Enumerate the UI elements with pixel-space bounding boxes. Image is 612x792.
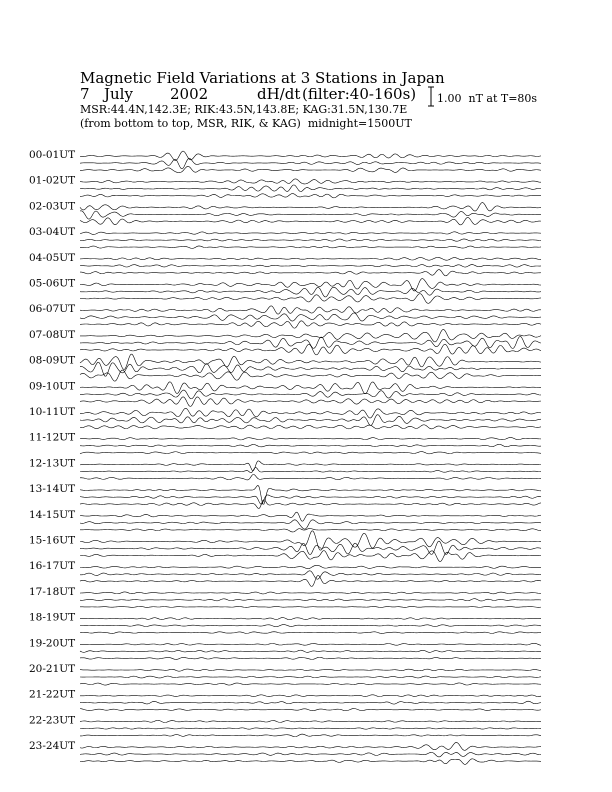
row-label: 08-09UT	[29, 354, 76, 367]
trace-line	[80, 179, 541, 184]
trace-line	[80, 495, 541, 504]
row-label: 07-08UT	[29, 328, 76, 341]
trace-line	[80, 461, 541, 471]
trace-line	[80, 239, 541, 241]
row-label: 18-19UT	[29, 611, 76, 624]
trace-line	[80, 270, 541, 276]
row-label: 00-01UT	[29, 149, 76, 161]
row-label: 03-04UT	[29, 226, 76, 239]
trace-line	[80, 211, 541, 219]
row-label: 13-14UT	[29, 483, 76, 496]
trace-line	[80, 531, 541, 550]
row-label: 09-10UT	[29, 380, 76, 393]
row-label: 06-07UT	[29, 303, 76, 316]
trace-line	[80, 669, 541, 671]
trace-line	[80, 415, 541, 426]
trace-line	[80, 541, 541, 554]
row-label: 04-05UT	[29, 251, 76, 264]
trace-line	[80, 437, 541, 439]
trace-line	[80, 287, 541, 297]
date-year: 2002	[170, 85, 209, 103]
trace-line	[80, 618, 541, 620]
trace-line	[80, 500, 541, 509]
trace-line	[80, 565, 541, 568]
trace-line	[80, 158, 541, 168]
trace-line	[80, 709, 541, 711]
page-title: Magnetic Field Variations at 3 Stations in Japan	[80, 69, 445, 87]
trace-line	[80, 194, 541, 198]
trace-line	[80, 217, 541, 224]
trace-line	[80, 151, 541, 160]
trace-line	[80, 246, 541, 248]
trace-line	[80, 265, 541, 268]
trace-line	[80, 632, 541, 634]
trace-line	[80, 512, 541, 521]
trace-line	[80, 468, 541, 473]
trace-line	[80, 643, 541, 645]
trace-line	[80, 695, 541, 697]
trace-line	[80, 166, 541, 172]
row-label: 16-17UT	[29, 560, 76, 573]
trace-line	[80, 752, 541, 757]
trace-line	[80, 625, 541, 627]
trace-line	[80, 397, 541, 407]
date-month: July	[104, 85, 133, 103]
trace-line	[80, 728, 541, 729]
trace-line	[80, 650, 541, 652]
trace-line	[80, 592, 541, 594]
trace-line	[80, 520, 541, 529]
trace-line	[80, 701, 541, 704]
trace-line	[80, 742, 541, 750]
trace-line	[80, 329, 541, 341]
trace-line	[80, 362, 541, 376]
row-label: 15-16UT	[29, 534, 76, 547]
scale-bar	[428, 87, 434, 106]
trace-line	[80, 676, 541, 678]
trace-line	[80, 203, 541, 211]
midnight-note: midnight=1500UT	[307, 117, 412, 130]
trace-line	[80, 485, 541, 504]
trace-line	[80, 390, 541, 399]
row-label: 21-22UT	[29, 688, 76, 701]
trace-line	[80, 425, 541, 429]
trace-line	[80, 294, 541, 304]
trace-line	[80, 279, 541, 291]
filter-label: (filter:40-160s)	[302, 85, 417, 103]
trace-line	[80, 408, 541, 418]
row-label: 20-21UT	[29, 663, 76, 675]
row-label: 19-20UT	[29, 637, 76, 650]
trace-line	[80, 232, 541, 235]
row-label: 11-12UT	[29, 431, 76, 444]
trace-line	[80, 720, 541, 722]
trace-line	[80, 759, 541, 765]
row-label: 10-11UT	[29, 406, 76, 418]
trace-line	[80, 575, 541, 586]
trace-line	[80, 444, 541, 447]
row-label: 22-23UT	[29, 714, 76, 727]
quantity-label: dH/dt	[257, 85, 301, 103]
station-coordinates: MSR:44.4N,142.3E; RIK:43.5N,143.8E; KAG:31.5N,130.7E	[80, 103, 408, 116]
trace-line	[80, 382, 541, 394]
trace-line	[80, 529, 541, 532]
trace-line	[80, 657, 541, 659]
trace-line	[80, 306, 541, 314]
row-label: 14-15UT	[29, 508, 76, 521]
trace-line	[80, 474, 541, 479]
trace-line	[80, 370, 541, 381]
scale-bar-label: 1.00 nT at T=80s	[437, 92, 538, 105]
trace-line	[80, 571, 541, 579]
trace-line	[80, 257, 541, 260]
trace-line	[80, 599, 541, 601]
trace-line	[80, 344, 541, 355]
trace-line	[80, 683, 541, 685]
trace-line	[80, 606, 541, 607]
row-label: 05-06UT	[29, 277, 76, 290]
trace-line	[80, 551, 541, 562]
row-label: 01-02UT	[29, 174, 76, 187]
row-label: 17-18UT	[29, 585, 76, 598]
row-label: 12-13UT	[29, 457, 76, 470]
trace-line	[80, 354, 541, 369]
date-day: 7	[80, 85, 90, 103]
trace-line	[80, 452, 541, 454]
row-label: 02-03UT	[29, 200, 76, 213]
row-label: 23-24UT	[29, 740, 76, 753]
trace-line	[80, 313, 541, 321]
trace-line	[80, 734, 541, 737]
trace-line	[80, 321, 541, 328]
order-text: (from bottom to top, MSR, RIK, & KAG)	[80, 117, 301, 130]
trace-line	[80, 185, 541, 192]
